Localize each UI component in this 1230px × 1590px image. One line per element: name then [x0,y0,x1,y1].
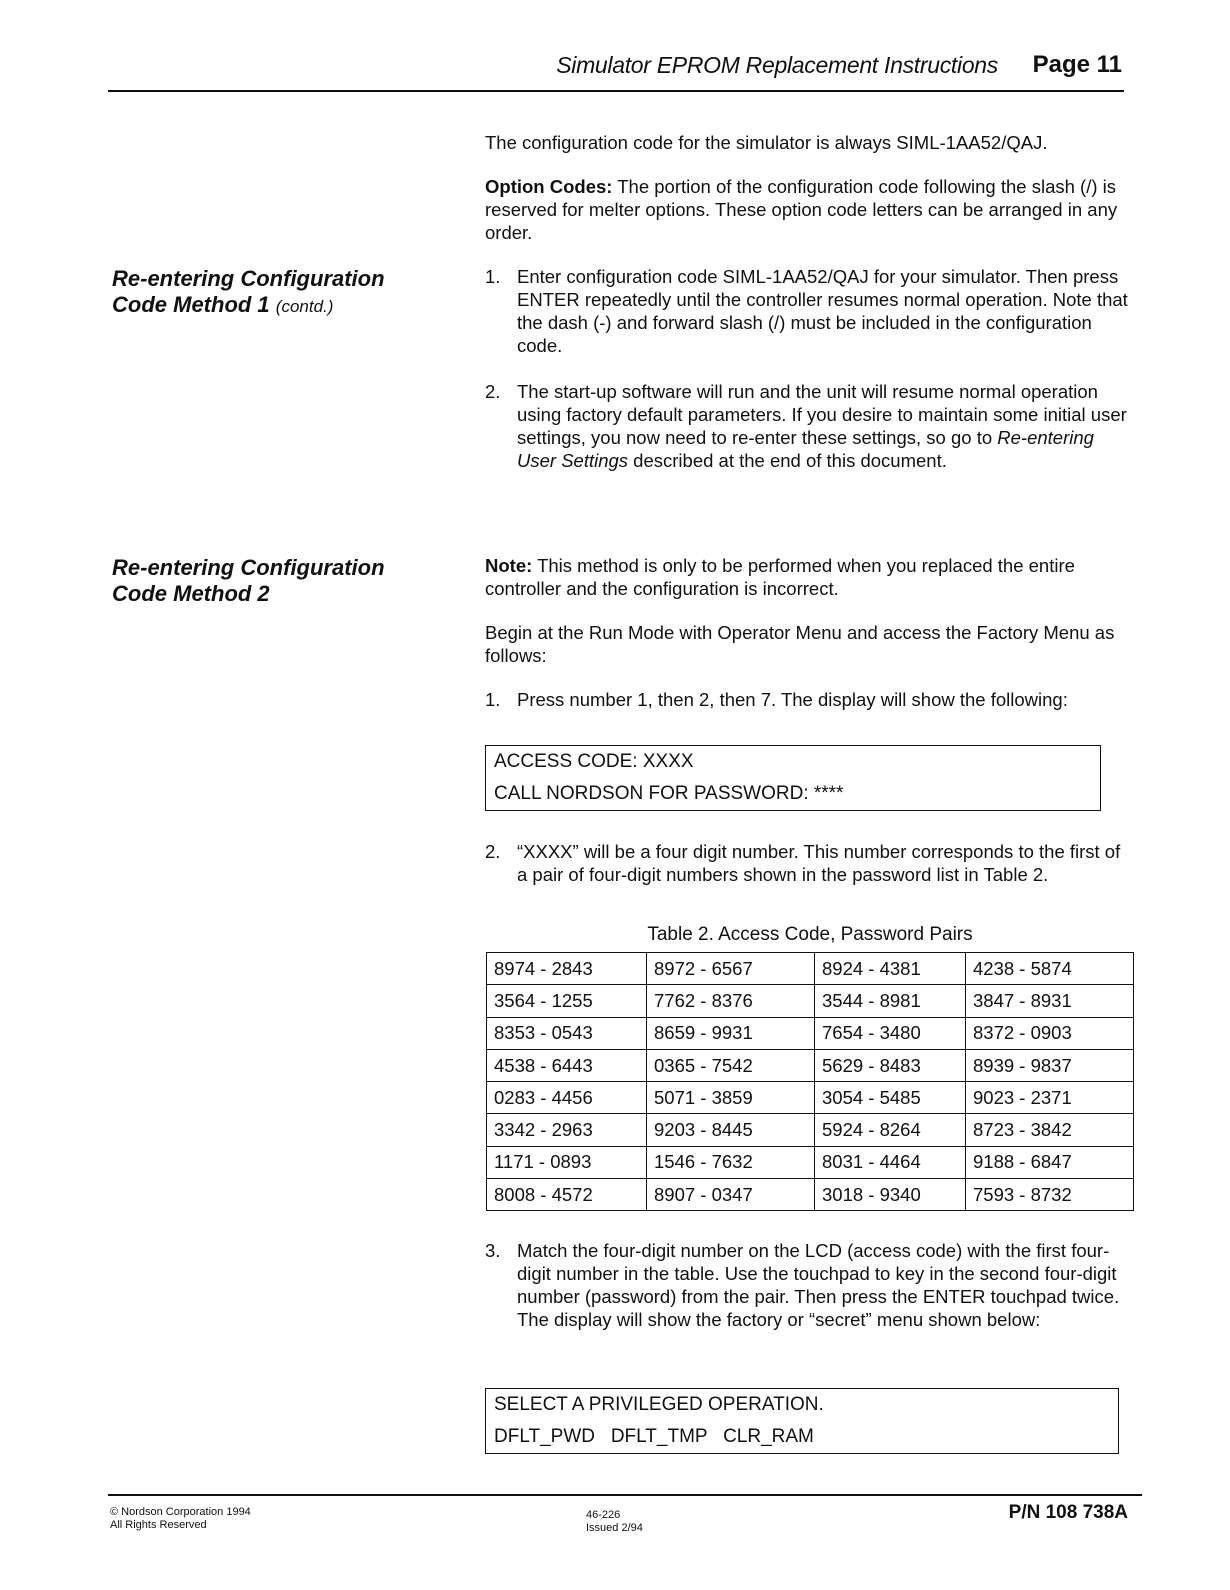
table-cell: 7593 - 8732 [966,1179,1134,1211]
option-codes-paragraph [485,175,1125,244]
doc-number: 46-226 [586,1509,621,1521]
page-number: Page 11 [1032,51,1122,78]
heading-line-2: Code Method 2 [112,581,270,606]
copyright-text: © Nordson Corporation 1994 [110,1506,251,1518]
method1-step-2 [485,380,1130,472]
table-cell: 7762 - 8376 [647,985,815,1017]
section-heading-method-1 [112,266,385,320]
table-cell: 3544 - 8981 [815,985,966,1017]
note-paragraph [485,554,1125,600]
issued-date: Issued 2/94 [586,1522,643,1534]
table-cell: 3018 - 9340 [815,1179,966,1211]
table-row [487,1049,1134,1081]
table-row [487,1146,1134,1178]
table-cell: 1546 - 7632 [647,1146,815,1178]
method2-step-1 [485,688,1130,711]
table-cell: 9023 - 2371 [966,1082,1134,1114]
table-cell: 4538 - 6443 [487,1049,647,1081]
table-cell: 8353 - 0543 [487,1017,647,1049]
begin-paragraph [485,621,1125,667]
table-cell: 8659 - 9931 [647,1017,815,1049]
table-cell: 8008 - 4572 [487,1179,647,1211]
lcd-line-1: ACCESS CODE: XXXX [494,751,694,772]
lcd-access-code-display [485,745,1101,811]
config-code-paragraph [485,131,1125,154]
heading-line-2-text: Code Method 1 [112,292,270,317]
lcd-line-2: CALL NORDSON FOR PASSWORD: **** [494,783,844,804]
table-caption: Table 2. Access Code, Password Pairs [647,924,973,945]
step-number: 3. [485,1240,501,1261]
step-number: 1. [485,689,501,710]
contd-label: (contd.) [275,297,334,316]
table-cell: 8924 - 4381 [815,953,966,985]
step-text: “XXXX” will be a four digit number. This number corresponds to the first of a pair of four-digit numbers shown in the password list in Table 2. [517,841,1121,885]
step-number: 2. [485,381,501,402]
table-cell: 5629 - 8483 [815,1049,966,1081]
heading-line-1: Re-entering Configuration [112,555,385,580]
table-row [487,1114,1134,1146]
method2-step-2 [485,840,1130,886]
step-text: Enter configuration code SIML-1AA52/QAJ for your simulator. Then press ENTER repeatedly until the controller resumes normal operation. Note that the dash (-) and forward slash (/) must be included in the configuration code. [517,266,1128,356]
table-cell: 8031 - 4464 [815,1146,966,1178]
table-cell: 4238 - 5874 [966,953,1134,985]
table-cell: 1171 - 0893 [487,1146,647,1178]
table-cell: 8972 - 6567 [647,953,815,985]
note-body: This method is only to be performed when you replaced the entire controller and the configuration is incorrect. [485,555,1075,599]
document-title: Simulator EPROM Replacement Instructions [556,52,998,78]
footer-copyright [110,1506,251,1532]
table-cell: 7654 - 3480 [815,1017,966,1049]
table-cell: 9203 - 8445 [647,1114,815,1146]
lcd-privileged-operation-display [485,1388,1119,1454]
table-cell: 8907 - 0347 [647,1179,815,1211]
note-text [485,554,1125,600]
part-number: P/N 108 738A [1008,1502,1128,1523]
table-cell: 8939 - 9837 [966,1049,1134,1081]
table-row [487,1179,1134,1211]
lcd-line-2: DFLT_PWD DFLT_TMP CLR_RAM [494,1426,814,1447]
table-cell: 9188 - 6847 [966,1146,1134,1178]
step-number: 1. [485,266,501,287]
table-row [487,985,1134,1017]
begin-text: Begin at the Run Mode with Operator Menu and access the Factory Menu as follows: [485,622,1115,666]
password-pairs-table [486,952,1134,1211]
section-heading-method-2 [112,555,385,607]
config-code-text: The configuration code for the simulator is always SIML-1AA52/QAJ. [485,132,1048,153]
method2-step-3 [485,1239,1130,1331]
heading-line-1: Re-entering Configuration [112,266,385,291]
table-cell: 0283 - 4456 [487,1082,647,1114]
table-row [487,953,1134,985]
lcd-line-1: SELECT A PRIVILEGED OPERATION. [494,1394,824,1415]
option-codes-text [485,175,1125,244]
table-cell: 3054 - 5485 [815,1082,966,1114]
footer-divider [108,1494,1142,1496]
heading-line-2 [112,292,385,320]
option-codes-body: The portion of the configuration code following the slash (/) is reserved for melter options. These option code letters can be arranged in any order. [485,176,1118,243]
note-label: Note: [485,555,533,576]
table-cell: 5924 - 8264 [815,1114,966,1146]
cross-reference: Re-entering User Settings [517,427,1094,471]
step-text-part: described at the end of this document. [628,450,947,471]
table-cell: 3342 - 2963 [487,1114,647,1146]
footer-doc-info [586,1509,643,1535]
method1-step-1 [485,265,1130,357]
table-cell: 3564 - 1255 [487,985,647,1017]
table-row [487,1082,1134,1114]
step-number: 2. [485,841,501,862]
table-cell: 8723 - 3842 [966,1114,1134,1146]
table-cell: 8372 - 0903 [966,1017,1134,1049]
step-text: Match the four-digit number on the LCD (access code) with the first four-digit number in the table. Use the touchpad to key in the second four-digit number (password) from the pair. Then press the ENTER touchpad twice. The display will show the factory or “secret” menu shown below: [517,1240,1120,1330]
option-codes-label: Option Codes: [485,176,613,197]
rights-text: All Rights Reserved [110,1519,207,1531]
step-text-part: The start-up software will run and the unit will resume normal operation using factory default parameters. If you desire to maintain some initial user settings, you now need to re-enter these settings, so go to [517,381,1127,448]
table-cell: 0365 - 7542 [647,1049,815,1081]
table-cell: 8974 - 2843 [487,953,647,985]
table-cell: 3847 - 8931 [966,985,1134,1017]
table-row [487,1017,1134,1049]
table-cell: 5071 - 3859 [647,1082,815,1114]
step-text: Press number 1, then 2, then 7. The display will show the following: [517,689,1068,710]
step-text [517,380,1130,472]
page-header [108,48,1124,92]
